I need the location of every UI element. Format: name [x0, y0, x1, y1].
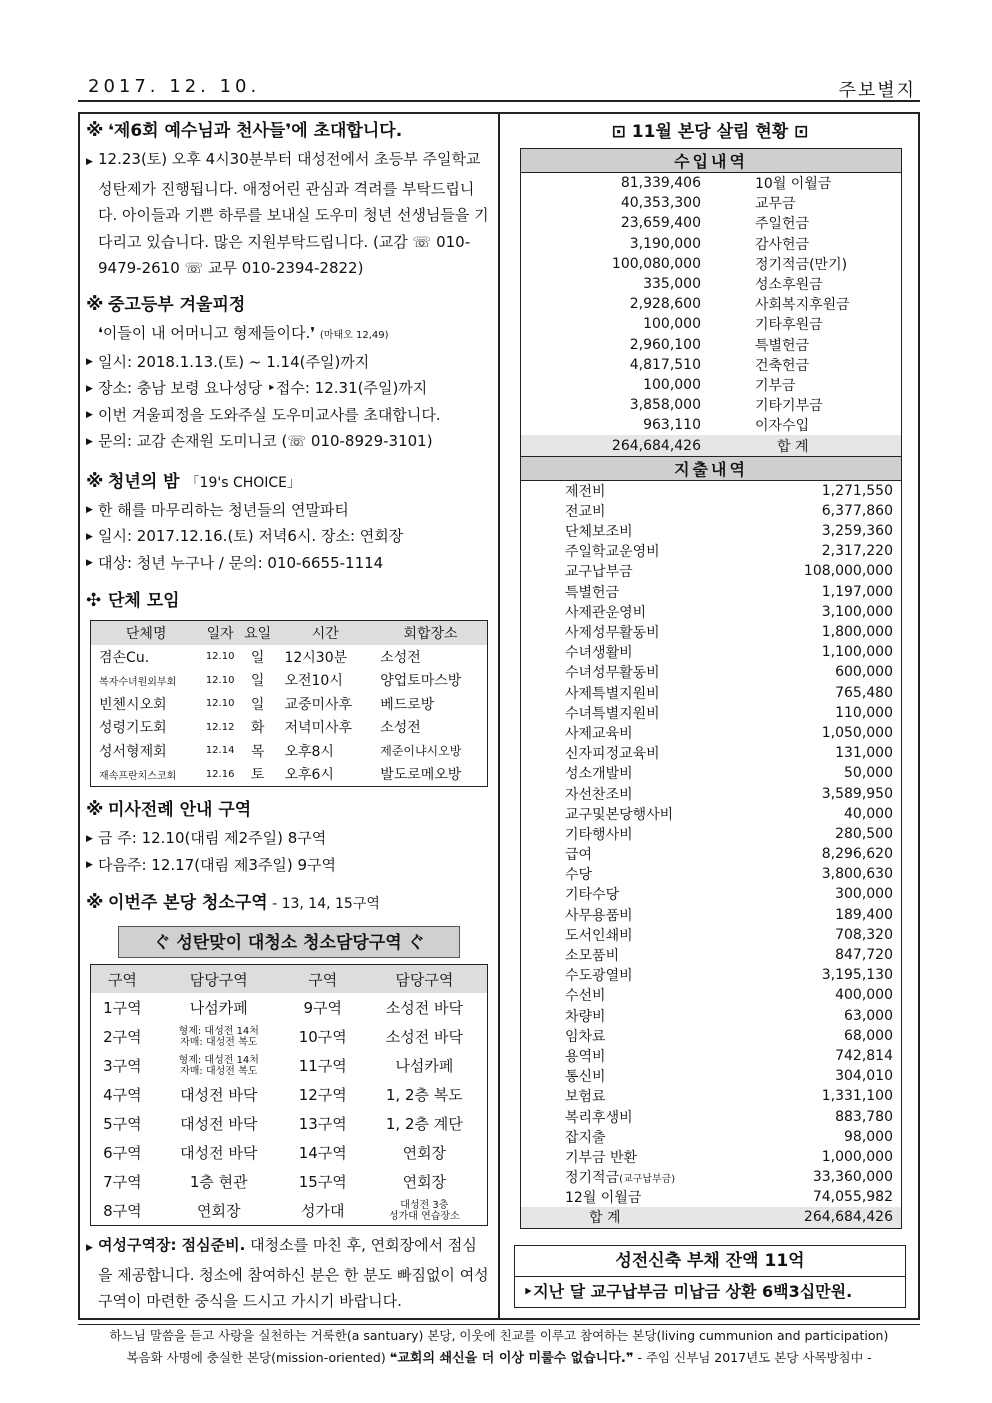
- triangle-bullet-icon: ▶: [86, 1243, 93, 1253]
- table-row: 2구역 형제: 대성전 14처 자매: 대성전 복도 10구역 소성전 바닥: [103, 1025, 463, 1048]
- retreat-line: ▶ 이번 겨울피정을 도와주실 도우미교사를 초대합니다.: [86, 402, 490, 429]
- expense-row: 사제성무활동비 1,800,000: [565, 624, 893, 642]
- triangle-bullet-icon: ▶: [86, 505, 93, 515]
- bulletin-label: 주보별지: [838, 80, 916, 101]
- footer-line-2: 복음화 사명에 충실한 본당(mission-oriented) ❝교회의 쇄신을 더 이상 미룰수 없습니다.❞ - 주임 신부님 2017년도 본당 사목방침中 -: [126, 1350, 872, 1366]
- expense-row: 수도광열비 3,195,130: [565, 967, 893, 985]
- expense-row: 소모품비 847,720: [565, 947, 893, 965]
- left-column: [86, 116, 490, 1315]
- repayment-line: ‣지난 달 교구납부금 미납금 상환 6백3십만원.: [523, 1281, 853, 1301]
- cross-icon: ✣: [86, 590, 102, 611]
- income-row: 2,960,100 특별헌금: [629, 336, 810, 354]
- debt-notice-box: [514, 1245, 906, 1308]
- retreat-quote: ❛이들이 내 어머니고 형제들이다.❜ (마태오 12,49): [98, 323, 389, 342]
- income-row: 100,080,000 정기적금(만기): [611, 255, 848, 273]
- income-header: 수입내역: [521, 149, 901, 173]
- debt-balance: 성전신축 부채 잔액 11억: [515, 1246, 905, 1277]
- expense-row: 신자피정교육비 131,000: [565, 745, 893, 763]
- expense-row: 교구및본당행사비 40,000: [565, 805, 893, 823]
- table-row: 겸손Cu. 12.10 일 12시30분 소성전: [99, 649, 421, 666]
- expense-row: 단체보조비 3,259,360: [565, 523, 893, 541]
- income-row: 2,928,600 사회복지후원금: [629, 296, 850, 314]
- section-youth-night-title: ※ 청년의 밤 「19's CHOICE」: [86, 467, 490, 497]
- asterisk-icon: ※: [86, 470, 104, 492]
- table-header-row: 단체명 일자 요일 시간 회합장소: [91, 621, 488, 646]
- expense-row: 통신비 304,010: [565, 1068, 893, 1086]
- table-row: 5구역 대성전 바닥 13구역 1, 2층 계단: [103, 1115, 463, 1133]
- youth-night-line: ▶ 일시: 2017.12.16.(토) 저녁6시. 장소: 연회장: [86, 523, 490, 550]
- expense-row: 사무용품비 189,400: [565, 906, 893, 924]
- expense-row: 보험료 1,331,100: [565, 1088, 893, 1106]
- triangle-bullet-icon: ▶: [86, 357, 93, 367]
- expense-row: 사제교육비 1,050,000: [565, 724, 893, 742]
- group-meetings-table: [90, 620, 488, 787]
- asterisk-icon: ※: [86, 892, 104, 913]
- expense-row: 교구납부금 108,000,000: [565, 563, 893, 581]
- expense-row: 기부금 반환 1,000,000: [565, 1148, 893, 1166]
- asterisk-icon: ※: [86, 120, 104, 141]
- expense-row: 주일학교운영비 2,317,220: [565, 543, 893, 561]
- section-group-meetings-title: ✣ 단체 모임: [86, 586, 490, 616]
- expense-total-row: 합 계 264,684,426: [521, 1207, 901, 1227]
- income-row: 3,190,000 감사헌금: [629, 235, 810, 253]
- finance-table: [520, 148, 902, 1229]
- expense-row: 복리후생비 883,780: [565, 1108, 893, 1126]
- expense-table: [521, 481, 901, 1228]
- expense-row: 사제특별지원비 765,480: [565, 684, 893, 702]
- expense-row: 차량비 63,000: [565, 1007, 893, 1025]
- triangle-bullet-icon: ▶: [86, 558, 93, 568]
- table-row: 복자수녀원외부회 12.10 일 오전10시 양업토마스방: [99, 673, 462, 690]
- income-row: 4,817,510 건축헌금: [629, 356, 810, 374]
- expense-row: 전교비 6,377,860: [565, 502, 893, 520]
- section-cleaning-title: ※ 이번주 본당 청소구역 - 13, 14, 15구역: [86, 888, 490, 918]
- expense-row: 급여 8,296,620: [565, 846, 893, 864]
- triangle-bullet-icon: ▶: [86, 531, 93, 542]
- table-row: 1구역 나섬카페 9구역 소성전 바닥: [103, 999, 463, 1017]
- lunch-notice: ▶ 여성구역장: 점심준비. 대청소를 마친 후, 연회장에서 점심을 제공합니다. 청소에 참여하신 분은 한 분도 빠짐없이 여성구역이 마련한 중식을 드시고 가시기 바랍니다.: [86, 1236, 489, 1310]
- income-row: 81,339,406 10월 이월금: [620, 175, 832, 193]
- asterisk-icon: ※: [86, 293, 104, 315]
- expense-header: 지출내역: [521, 456, 901, 481]
- expense-row: 자선찬조비 3,589,950: [565, 785, 893, 803]
- expense-row: 특별헌금 1,197,000: [565, 583, 893, 601]
- cleaning-table: [90, 964, 488, 1226]
- income-row: 23,659,400 주일헌금: [620, 215, 810, 233]
- footer-line-1: 하느님 말씀을 듣고 사랑을 실천하는 거룩한(a santuary) 본당, 이웃에 친교를 이루고 참여하는 본당(living cummunion and participation): [109, 1328, 889, 1343]
- expense-row: 정기적금(교구납부금) 33,360,000: [565, 1169, 893, 1187]
- expense-row: 기타수당 300,000: [565, 886, 893, 904]
- table-row: 3구역 형제: 대성전 14처 자매: 대성전 복도 11구역 나섬카페: [103, 1054, 454, 1077]
- income-row: 3,858,000 기타기부금: [629, 397, 823, 415]
- expense-row: 수당 3,800,630: [565, 866, 893, 884]
- expense-row: 용역비 742,814: [565, 1047, 893, 1065]
- table-row: 7구역 1층 현관 15구역 연회장: [103, 1173, 447, 1191]
- table-row: 8구역 연회장 성가대 대성전 3층 성가대 연습장소: [103, 1199, 460, 1222]
- income-table: [521, 173, 901, 456]
- expense-row: 수녀성무활동비 600,000: [565, 664, 893, 682]
- income-total-row: 264,684,426 합 계: [521, 435, 901, 455]
- income-row: 100,000 기부금: [643, 376, 796, 394]
- expense-row: 성소개발비 50,000: [565, 765, 893, 783]
- table-row: 성서형제회 12.14 목 오후8시 제준이냐시오방: [99, 743, 462, 760]
- finance-title: ⊡ 11월 본당 살림 현황 ⊡: [611, 122, 809, 142]
- expense-row: 수녀생활비 1,100,000: [565, 644, 893, 662]
- triangle-bullet-icon: ▶: [86, 383, 93, 394]
- table-row: 성령기도회 12.12 화 저녁미사후 소성전: [99, 720, 421, 737]
- right-column: [504, 116, 916, 1308]
- table-row: 재속프란치스코회 12.16 토 오후6시 발도로메오방: [99, 767, 462, 784]
- expense-row: 도서인쇄비 708,320: [565, 926, 893, 944]
- expense-row: 임차료 68,000: [565, 1027, 893, 1045]
- table-header-row: 구역 담당구역 구역 담당구역: [91, 965, 488, 994]
- section-nativity-play-title: ※ ❛제6회 예수님과 천사들❜에 초대합니다.: [86, 116, 490, 146]
- asterisk-icon: ※: [86, 799, 104, 820]
- table-row: 빈첸시오회 12.10 일 교중미사후 베드로방: [99, 696, 435, 713]
- expense-row: 기타행사비 280,500: [565, 825, 893, 843]
- section-nativity-play-body: ▶ 12.23(토) 오후 4시30분부터 대성전에서 초등부 주일학교 성탄제가 진행됩니다. 애정어린 관심과 격려를 부탁드립니다. 아이들과 기쁜 하루를 보내실 도우미 청년 선생님들을 기다리고 있습니다. 많은 지원부탁드립니다. (교감 ☏ 010-9479-2610 ☏ 교무 010-2394-2822): [86, 150, 489, 277]
- retreat-line: ▶ 일시: 2018.1.13.(토) ~ 1.14(주일)까지: [86, 349, 490, 376]
- income-row: 40,353,300 교무금: [620, 195, 796, 213]
- triangle-bullet-icon: ▶: [86, 436, 93, 447]
- column-divider: [498, 112, 500, 1320]
- expense-row: 제전비 1,271,550: [565, 482, 893, 500]
- liturgy-line: ▶ 다음주: 12.17(대림 제3주일) 9구역: [86, 852, 490, 879]
- liturgy-line: ▶ 금 주: 12.10(대림 제2주일) 8구역: [86, 825, 490, 852]
- footer: [78, 1324, 920, 1370]
- expense-row: 수녀특별지원비 110,000: [565, 704, 893, 722]
- triangle-bullet-icon: ▶: [86, 410, 93, 420]
- youth-night-line: ▶ 한 해를 마무리하는 청년들의 연말파티: [86, 497, 490, 524]
- income-row: 335,000 성소후원금: [643, 276, 823, 294]
- cleaning-banner: ぐ 성탄맞이 대청소 청소담당구역 ぐ: [118, 926, 460, 958]
- section-retreat-title: ※ 중고등부 겨울피정: [86, 290, 490, 320]
- triangle-bullet-icon: ▶: [86, 157, 93, 167]
- section-liturgy-title: ※ 미사전례 안내 구역: [86, 795, 490, 825]
- income-row: 963,110 이자수입: [643, 417, 810, 435]
- table-row: 4구역 대성전 바닥 12구역 1, 2층 복도: [103, 1086, 463, 1104]
- bulletin-date: 2017. 12. 10.: [88, 76, 261, 97]
- income-row: 100,000 기타후원금: [643, 316, 823, 334]
- triangle-bullet-icon: ▶: [86, 860, 93, 870]
- triangle-bullet-icon: ▶: [86, 833, 93, 844]
- youth-night-line: ▶ 대상: 청년 누구나 / 문의: 010-6655-1114: [86, 550, 490, 577]
- retreat-line: ▶ 장소: 충남 보령 요나성당 ‣접수: 12.31(주일)까지: [86, 375, 490, 402]
- retreat-line: ▶ 문의: 교감 손재원 도미니코 (☏ 010-8929-3101): [86, 428, 490, 455]
- expense-row: 잡지출 98,000: [565, 1128, 893, 1146]
- table-row: 6구역 대성전 바닥 14구역 연회장: [103, 1144, 447, 1162]
- page-header: [78, 74, 920, 102]
- expense-row: 12월 이월금 74,055,982: [565, 1189, 893, 1207]
- expense-row: 사제관운영비 3,100,000: [565, 603, 893, 621]
- expense-row: 수선비 400,000: [565, 987, 893, 1005]
